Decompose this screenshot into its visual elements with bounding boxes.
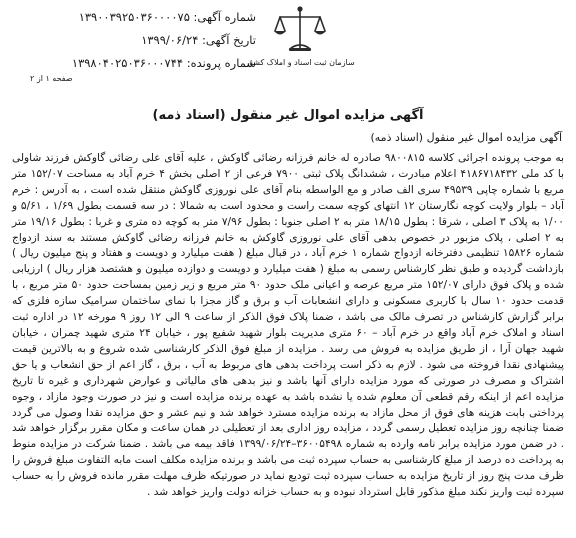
ad-date-row [6,29,256,52]
document-title: آگهی مزایده اموال غیر منقول (اسناد ذمه) [152,108,424,123]
case-number: ۱۳۹۸۰۴۰۲۵۰۳۶۰۰۰۷۴۴ [71,56,184,70]
page-indicator: صفحه ۱ از ۲ [30,74,73,83]
organization-name: سازمان ثبت اسناد و املاک کشور [245,58,355,67]
ad-number-row [6,6,256,29]
ad-number-label: شماره آگهی: [193,10,256,24]
document-subtitle: آگهی مزایده اموال غیر منقول (اسناد ذمه) [370,131,562,144]
scales-of-justice-emblem-icon [271,4,329,56]
ad-number: ۱۳۹۰۰۳۹۲۵۰۳۶۰۰۰۰۷۵ [78,10,190,24]
organization-emblem [240,4,360,67]
ad-metadata [6,6,256,75]
ad-date: ۱۳۹۹/۰۶/۲۴ [141,33,199,47]
case-number-row [6,52,256,75]
case-number-label: شماره پرونده: [186,56,256,70]
ad-date-label: تاریخ آگهی: [202,33,256,47]
announcement-body: به موجب پرونده اجرائی کلاسه ۹۸۰۰۸۱۵ صادره له خانم فرزانه رضائی گاوکش ، علیه آقای علی رضائی گاوکش فرزند شاولی با کد ملی ۴۱۸۶۷۱۸۴۳۲ اعلام مبادرت ، ششدانگ پلاک ثبتی ۷۹۰۰ فرعی از ۲ اصلی بخش ۴ خرم آباد به مساحت ۱۵۲/۰۷ متر مربع با شماره چاپی ۴۹۵۳۹ سری الف صادر و مع الواسطه بنام آقای علی نوروزی گاوکش منتقل شده است ، به آدرس : خرم آباد – بلوار ولایت کوچه نگارستان ۱۲ انتهای کوچه سمت راست و محدود است به شمالا : در سه قسمت بطول ۱/۶۹ ، ۵/۶۱ و ۱/۰۰ به پلاک ۳ اصلی ، شرقا : بطول ۱۸/۱۵ متر به ۲ اصلی جنوبا : بطول ۷/۹۶ متر به کوچه ده متری و غربا : بطول ۱۹/۱۶ متر به ۲ اصلی ، پلاک مزبور در خصوص بدهی آقای علی نوروزی گاوکش به خانم فرزانه رضائی گاوکش مستند به سند ازدواج شماره ۱۵۸۲۶ تنظیمی دفترخانه ازدواج شماره ۱ خرم آباد ، در قبال مبلغ ( هفت میلیارد و دویست و هفتاد و پنج میلیون ریال ) بازداشت گردیده و طبق نظر کارشناس رسمی به مبلغ ( هفت میلیارد و دویست و دوازده میلیون و هشتصد هزار ریال ) ارزیابی شده و پلاک فوق دارای ۱۵۲/۰۷ متر مربع عرصه و اعیانی ملک حدود ۹۰ متر مربع و زیر زمین بمساحت حدود ۵۰ متر مربع ، با قدمت حدود ۱۰ سال با کاربری مسکونی و دارای انشعابات آب و برق و گاز مجزا با نمای ساختمان سرامیک سازه فلزی که برابر گزارش کارشناس در تصرف مالک می باشد ، ضمنا پلاک فوق الذکر از ساعت ۹ الی ۱۲ روز ۹ مورخه ۱۲ در اداره ثبت اسناد و املاک خرم آباد واقع در خرم آباد – ۶۰ متری مدیریت بلوار شهید شفیع پور ، خیابان ۲۴ متری شهید چمران ، خیابان شهید جهان آرا ، از طریق مزایده به فروش می رسد . مزایده از مبلغ فوق الذکر کارشناسی شده شروع و به بالاترین قیمت پیشنهادی نقدا فروخته می شود . لازم به ذکر است پرداخت بدهی های مربوط به آب ، برق ، گاز اعم از حق انشعاب و یا حق اشتراک و مصرف در صورتی که مورد مزایده دارای آنها باشد و نیز بدهی های مالیاتی و عوارض شهرداری و غیره تا تاریخ مزایده اعم از اینکه رقم قطعی آن معلوم شده یا نشده باشد به عهده برنده مزایده است و نیز در صورت وجود مازاد ، وجوه پرداختی بابت هزینه های فوق از محل مازاد به برنده مزایده مسترد خواهد شد و نیم عشر و حق مزایده نقدا وصول می گردد ضمنا چنانچه روز مزایده تعطیل رسمی گردد ، مزایده روز اداری بعد از تعطیلی در همان ساعت و مکان مقرر برگزار خواهد شد . در ضمن مورد مزایده برابر نامه وارده به شماره ۳۶۰۰۵۴۹۸–۱۳۹۹/۰۶/۲۴ فاقد بیمه می باشد . ضمنا شرکت در مزایده منوط به پرداخت ده درصد از مبلغ کارشناسی به حساب سپرده ثبت می باشد و برنده مزایده مکلف است مابه التفاوت مبلغ فروش را ظرف مدت پنج روز از تاریخ مزایده به حساب سپرده ثبت تودیع نماید در صورتیکه ظرف مهلت مقرر مانده فروش را به حساب سپرده ثبت واریز نکند مبلغ مذکور قابل استرداد نبوده و به حساب خزانه دولت واریز خواهد شد . [12,152,565,499]
